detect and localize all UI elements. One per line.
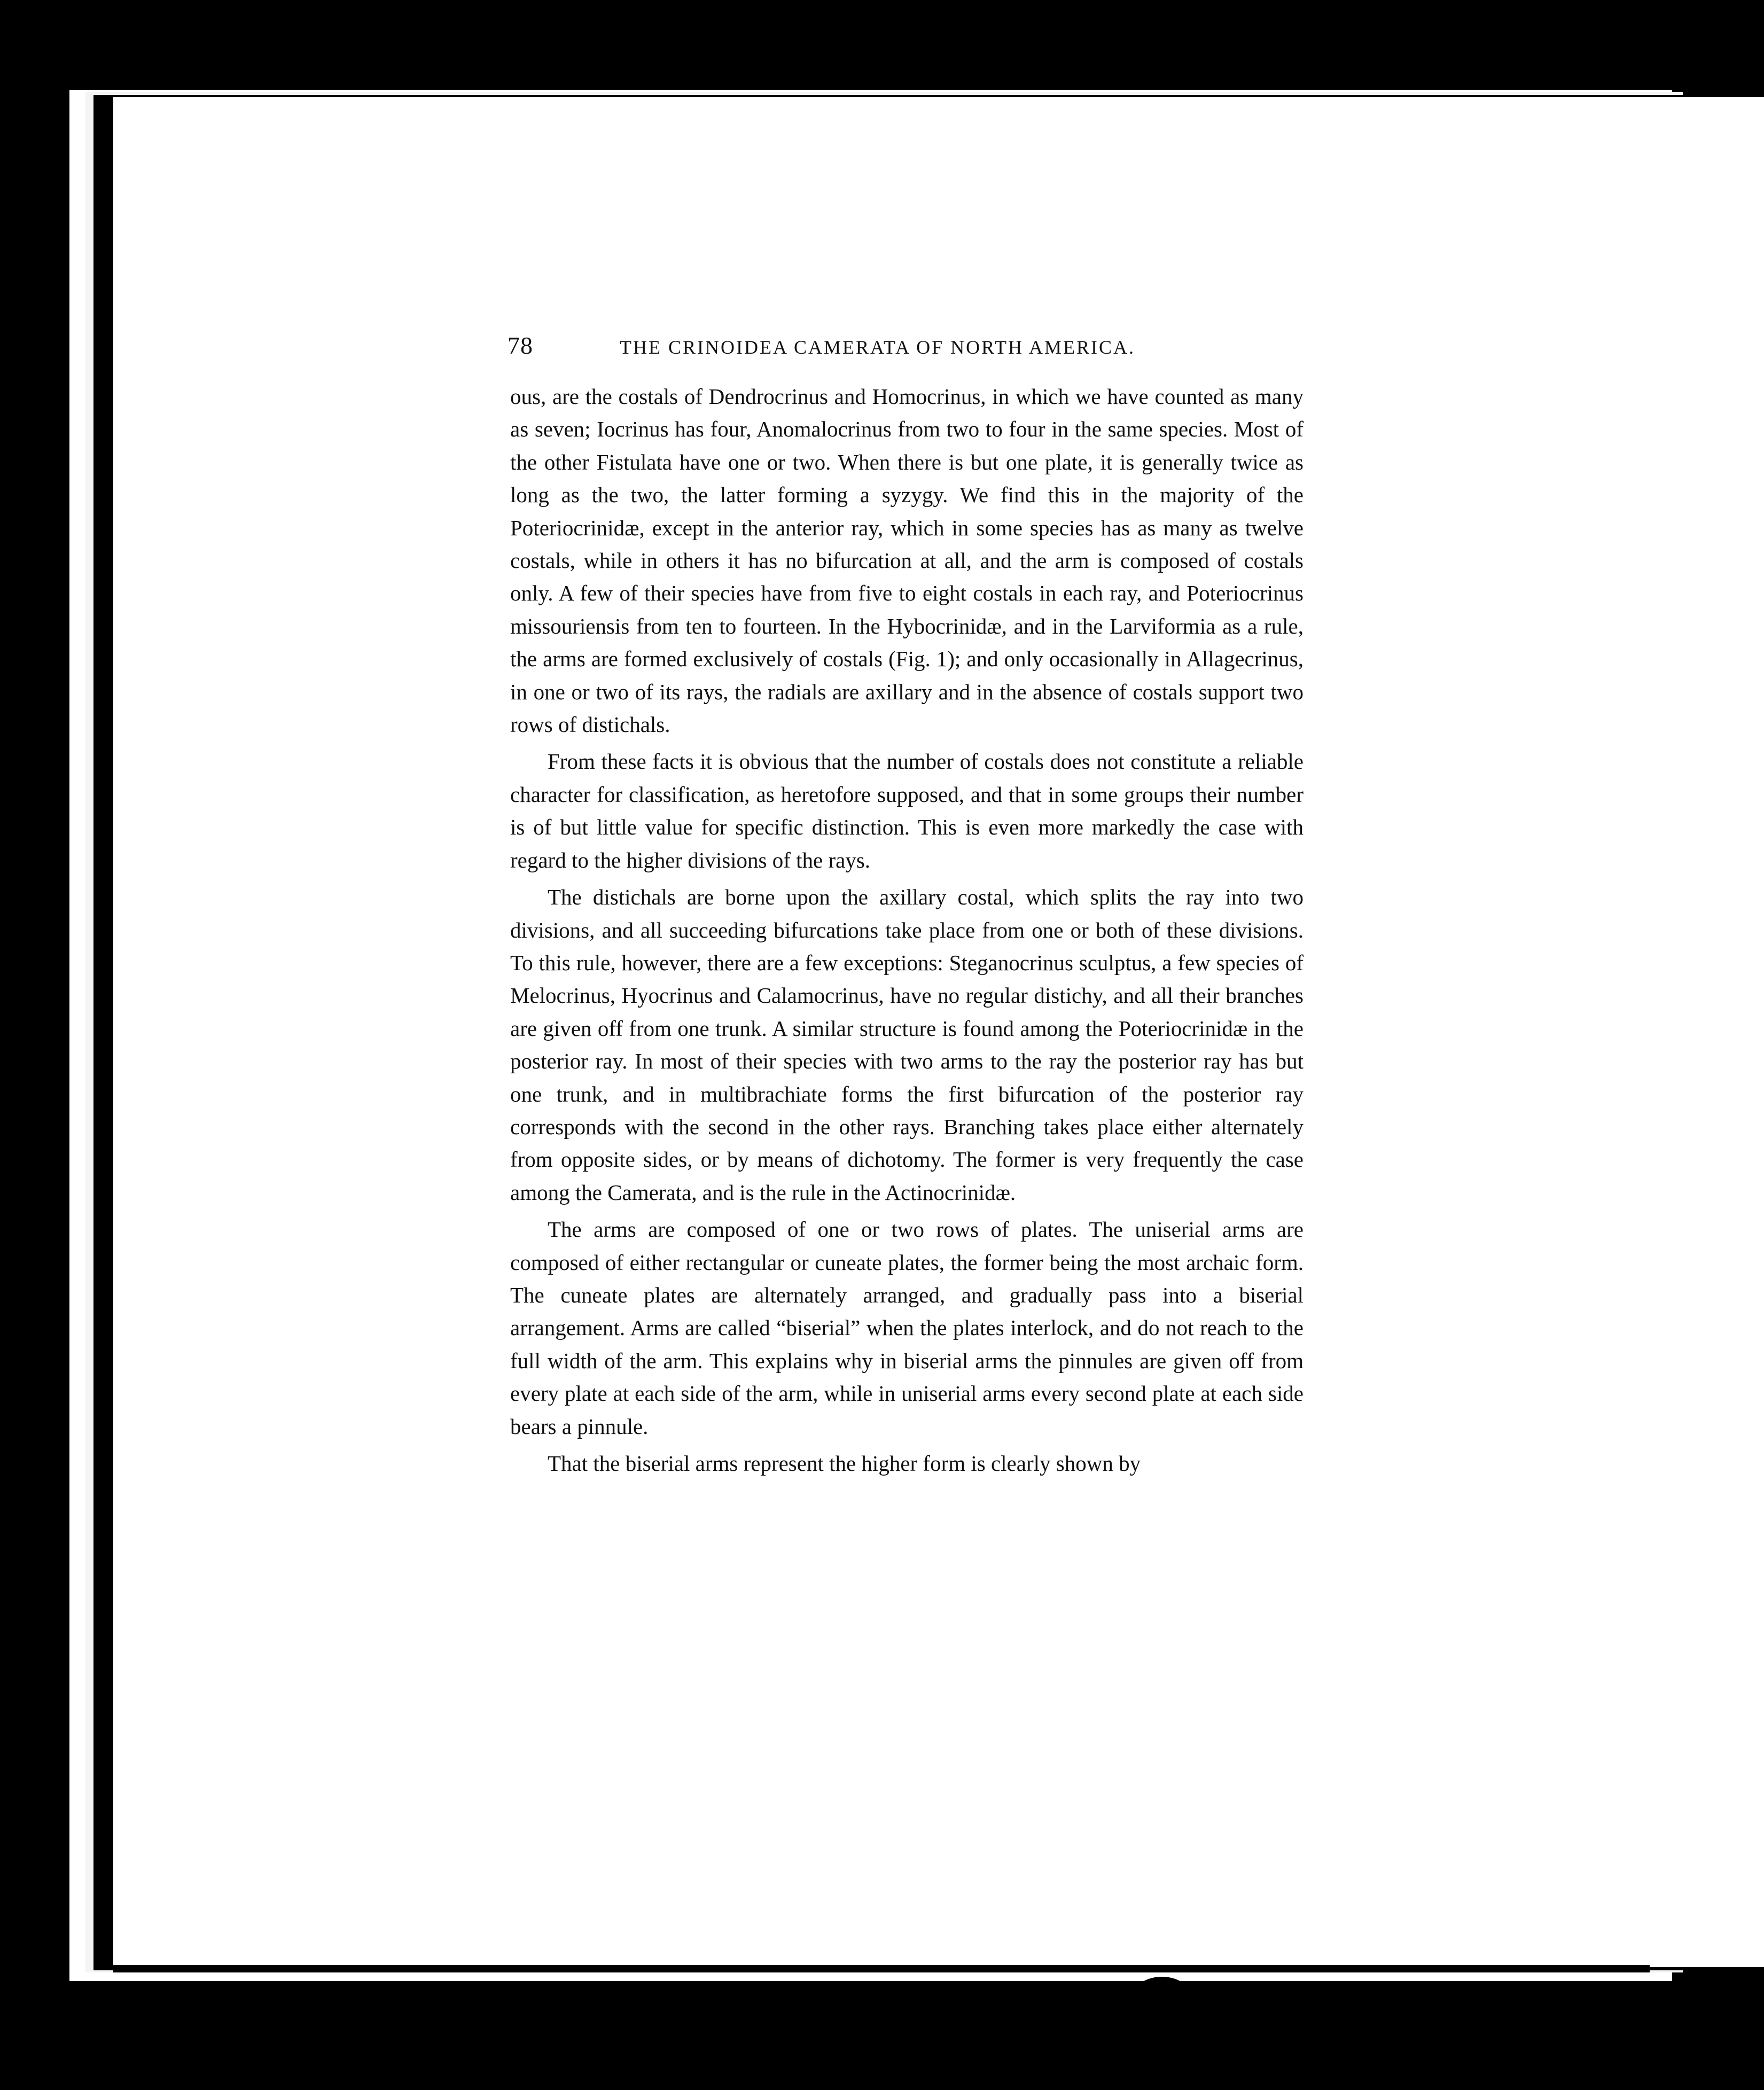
running-title: THE CRINOIDEA CAMERATA OF NORTH AMERICA. xyxy=(620,337,1135,358)
scan-smudge xyxy=(1202,1998,1223,2025)
paragraph: From these facts it is obvious that the number of costals does not constitute a reliable character for classification, as heretofore supposed, and that in some groups their number is of but little value for specific distinction. This is even more markedly the case with regard to the higher divisions of the rays. xyxy=(510,749,1304,872)
page-header xyxy=(508,331,1309,369)
page-number: 78 xyxy=(508,332,533,359)
body-text xyxy=(510,380,1304,1480)
scan-smudge xyxy=(1127,1977,1197,2036)
paragraph: ous, are the costals of Dendrocrinus and Homocrinus, in which we have counted as many as seven; Iocrinus has four, Anomalocrinus from two to four in the same species. Most of the other Fistulata have one or two. When there is but one plate, it is generally twice as long as the two, the latter forming a syzygy. We find this in the majority of the Poteriocrinidæ, except in the anterior ray, which in some species has as many as twelve costals, while in others it has no bifurcation at all, and the arm is composed of costals only. A few of their species have from five to eight costals in each ray, and Poteriocrinus missouriensis from ten to fourteen. In the Hybocrinidæ, and in the Larviformia as a rule, the arms are formed exclusively of costals (Fig. 1); and only occasionally in Allagecrinus, in one or two of its rays, the radials are axillary and in the absence of costals support two rows of distichals. xyxy=(510,384,1304,737)
paragraph: The distichals are borne upon the axillary costal, which splits the ray into two divisions, and all succeeding bifurcations take place from one or both of these divisions. To this rule, however, there are a few exceptions: Steganocrinus sculptus, a few species of Melocrinus, Hyocrinus and Calamocrinus, have no regular distichy, and all their branches are given off from one trunk. A similar structure is found among the Poteriocrinidæ in the posterior ray. In most of their species with two arms to the ray the posterior ray has but one trunk, and in multibrachiate forms the first bifurcation of the posterior ray corresponds with the second in the other rays. Branching takes place either alternately from opposite sides, or by means of dichotomy. The former is very frequently the case among the Camerata, and is the rule in the Actinocrinidæ. xyxy=(510,885,1304,1205)
page-bottom-edge xyxy=(113,1965,1650,1972)
paragraph: The arms are composed of one or two rows of plates. The uniserial arms are composed of either rectangular or cuneate plates, the former being the most archaic form. The cuneate plates are alternately arranged, and gradually pass into a biserial arrangement. Arms are called “biserial” when the plates interlock, and do not reach to the full width of the arm. This explains why in biserial arms the pinnules are given off from every plate at each side of the arm, while in uniserial arms every second plate at each side bears a pinnule. xyxy=(510,1217,1304,1439)
adjacent-page xyxy=(1645,97,1764,1967)
paragraph: That the biserial arms represent the higher form is clearly shown by xyxy=(548,1451,1141,1476)
